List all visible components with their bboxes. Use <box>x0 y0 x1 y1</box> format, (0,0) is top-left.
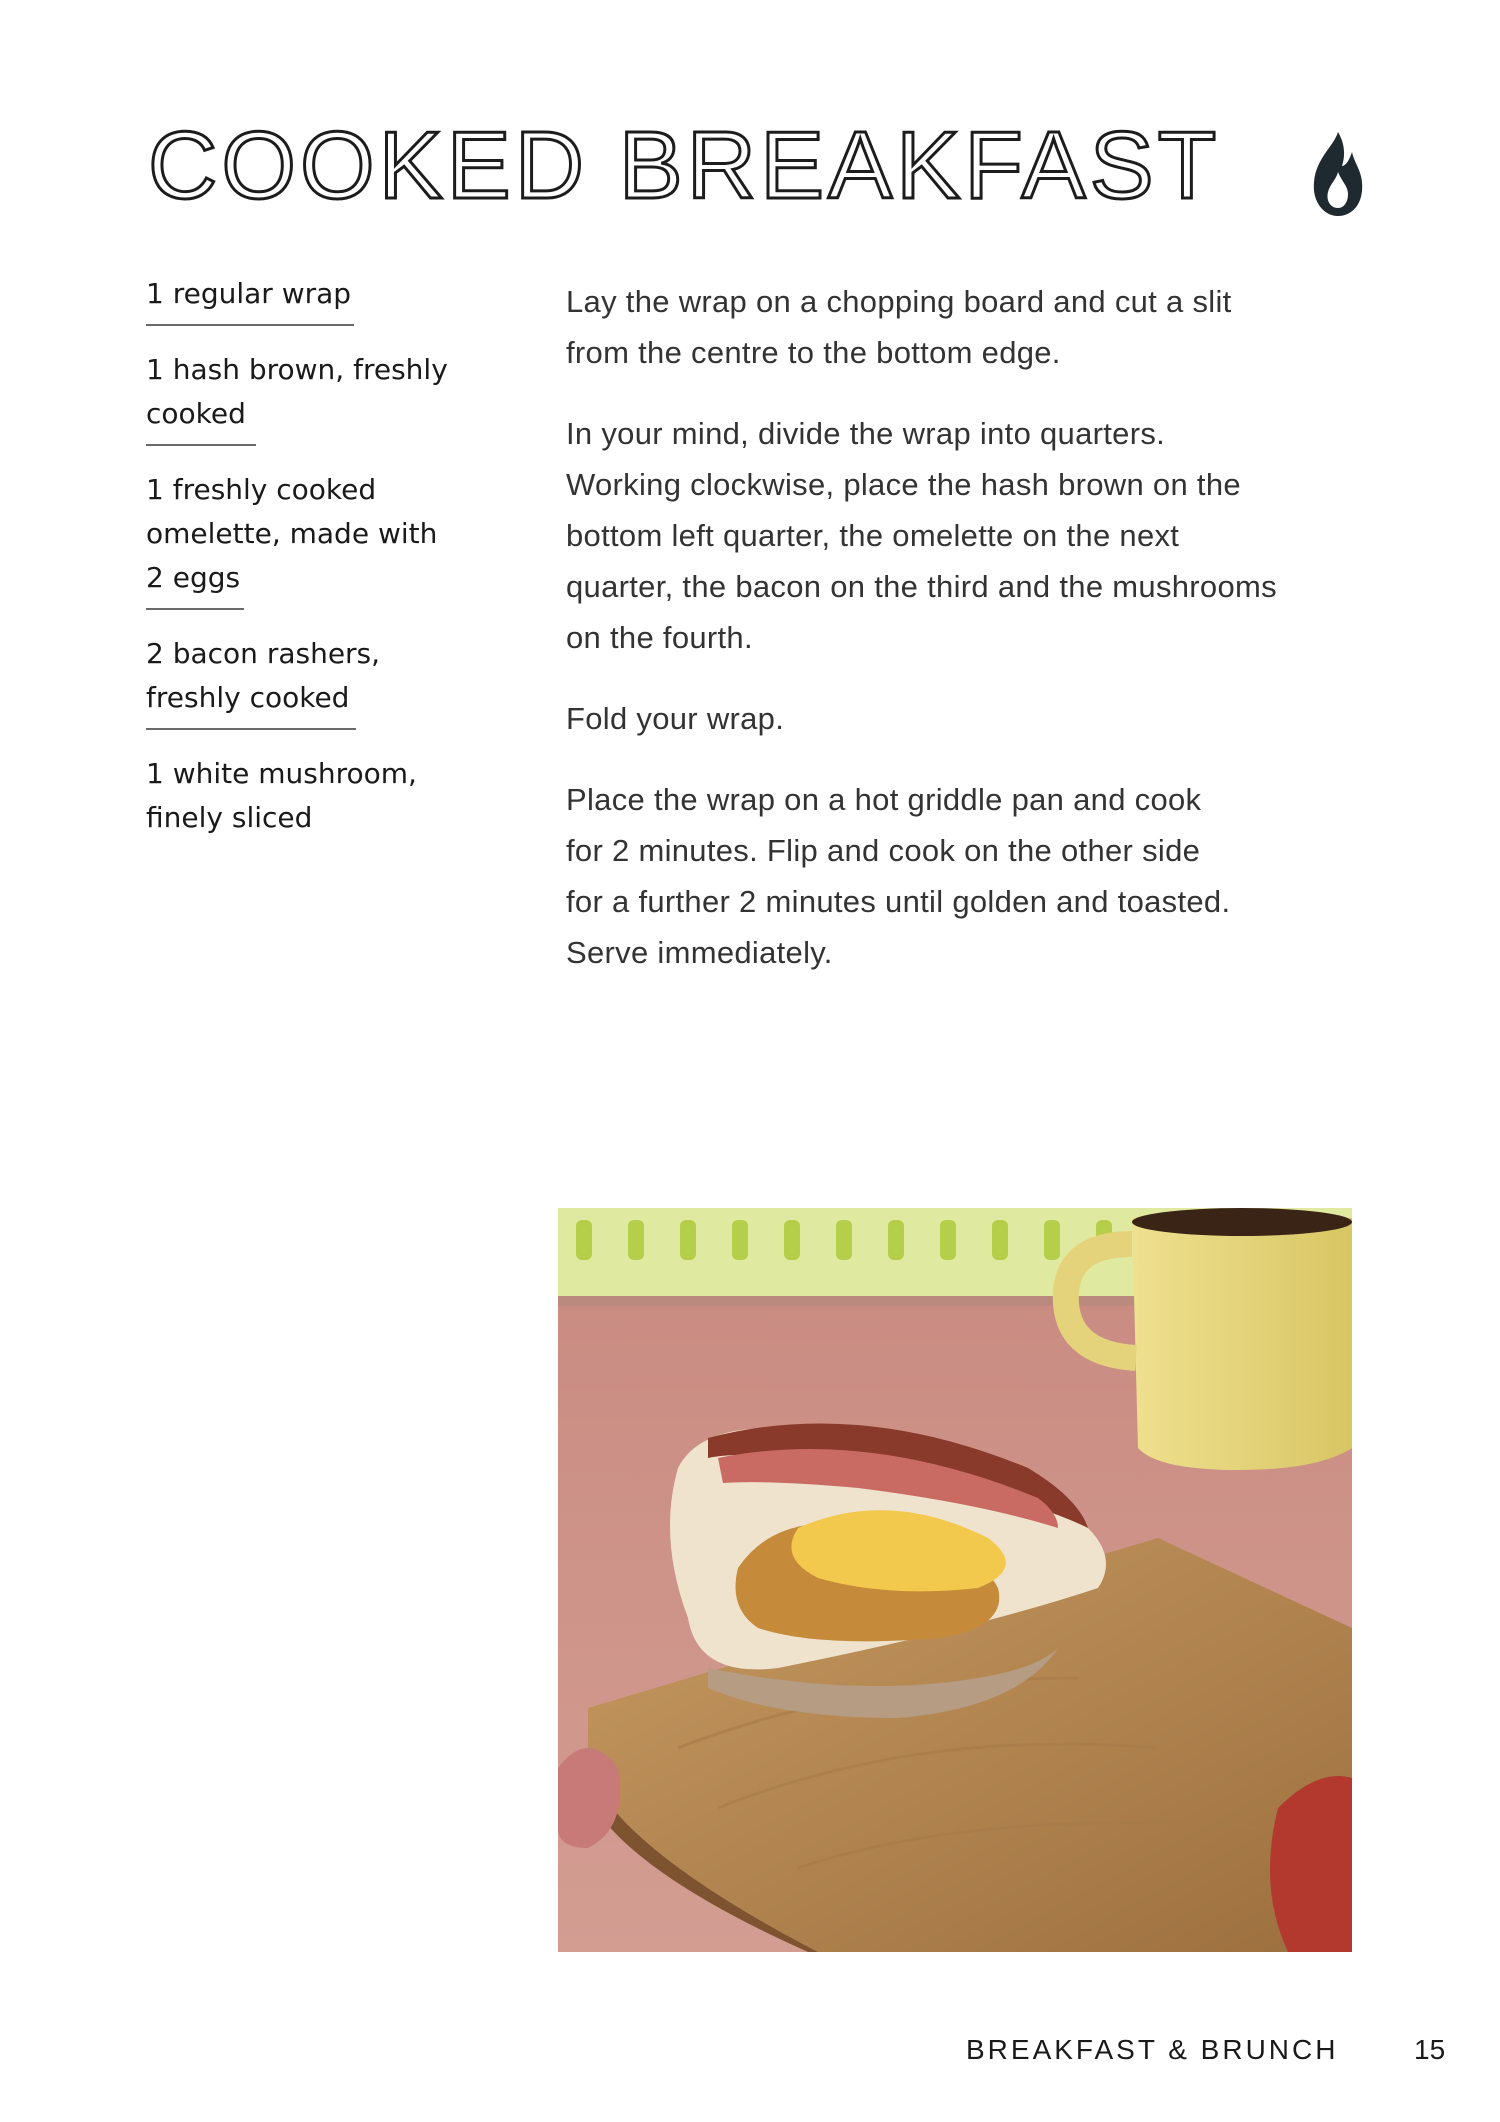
ingredient-item <box>146 752 466 848</box>
method-steps <box>566 276 1366 1008</box>
recipe-photo <box>558 1208 1352 1952</box>
ingredient-divider <box>146 324 354 326</box>
method-line: Working clockwise, place the hash brown on the <box>566 467 1241 502</box>
ingredient-line: 2 eggs <box>146 561 241 594</box>
page-title: COOKED BREAKFAST <box>148 112 1221 219</box>
page-number: 15 <box>1414 2034 1446 2065</box>
method-line: on the fourth. <box>566 620 753 655</box>
method-line: Place the wrap on a hot griddle pan and cook <box>566 782 1202 817</box>
method-line: for 2 minutes. Flip and cook on the other side <box>566 833 1201 868</box>
ingredient-line: freshly cooked <box>146 681 350 714</box>
ingredient-line: cooked <box>146 397 246 430</box>
ingredient-line: 2 bacon rashers, <box>146 637 381 670</box>
flame-icon <box>1308 130 1368 218</box>
ingredient-line: omelette, made with <box>146 517 438 550</box>
method-line: In your mind, divide the wrap into quarters. <box>566 416 1166 451</box>
method-paragraph <box>566 693 1366 744</box>
method-line: Lay the wrap on a chopping board and cut a slit <box>566 284 1232 319</box>
method-line: from the centre to the bottom edge. <box>566 335 1061 370</box>
ingredient-item <box>146 348 466 454</box>
ingredient-item <box>146 272 466 334</box>
ingredient-item <box>146 468 466 618</box>
ingredients-list <box>146 272 466 862</box>
method-line: Serve immediately. <box>566 935 833 970</box>
ingredient-line: 1 hash brown, freshly <box>146 353 448 386</box>
method-line: quarter, the bacon on the third and the mushrooms <box>566 569 1277 604</box>
method-paragraph <box>566 774 1366 978</box>
ingredient-divider <box>146 608 244 610</box>
ingredient-divider <box>146 728 356 730</box>
section-title: BREAKFAST & BRUNCH <box>966 2034 1339 2065</box>
ingredient-item <box>146 632 466 738</box>
method-line: Fold your wrap. <box>566 701 785 736</box>
ingredient-line: finely sliced <box>146 801 313 834</box>
ingredient-line: 1 freshly cooked <box>146 473 377 506</box>
breakfast-wrap-illustration <box>558 1208 1352 1952</box>
method-line: bottom left quarter, the omelette on the next <box>566 518 1180 553</box>
method-paragraph <box>566 408 1366 663</box>
method-paragraph <box>566 276 1366 378</box>
ingredient-divider <box>146 444 256 446</box>
method-line: for a further 2 minutes until golden and toasted. <box>566 884 1231 919</box>
ingredient-line: 1 white mushroom, <box>146 757 417 790</box>
ingredient-line: 1 regular wrap <box>146 277 352 310</box>
